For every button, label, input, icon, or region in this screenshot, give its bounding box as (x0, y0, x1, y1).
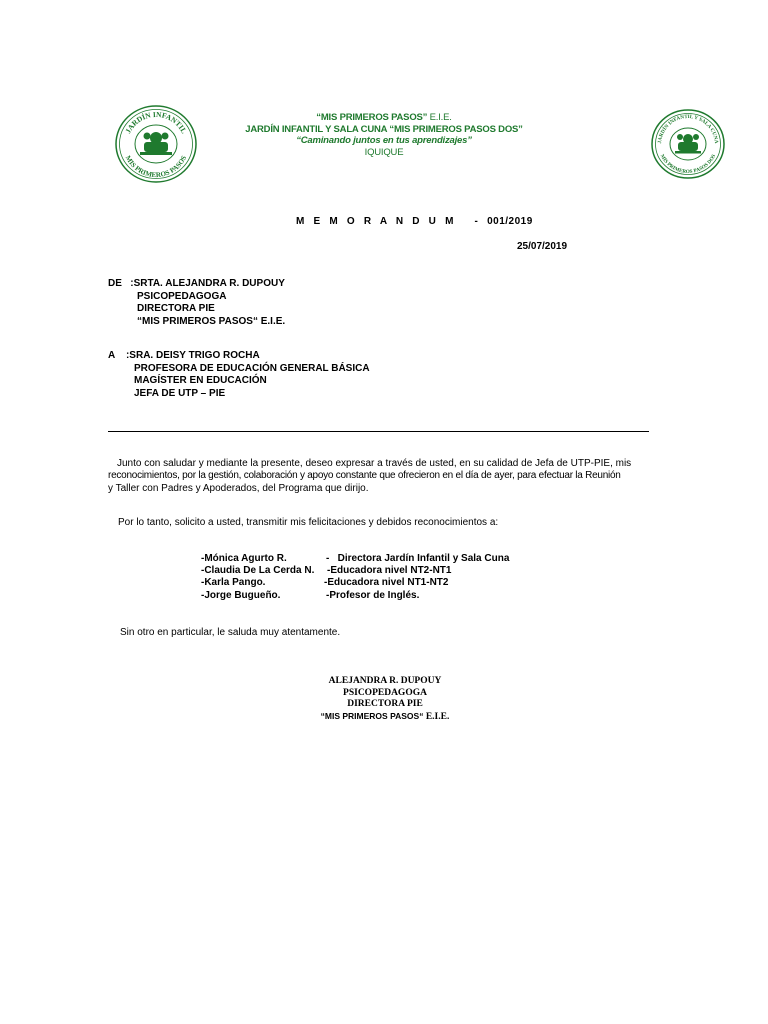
school-name: “MIS PRIMEROS PASOS” (316, 112, 428, 123)
recipient-role: - Directora Jardín Infantil y Sala Cuna (326, 553, 510, 564)
to-line: PROFESORA DE EDUCACIÓN GENERAL BÁSICA (134, 362, 370, 374)
to-line: JEFA DE UTP – PIE (134, 387, 226, 399)
from-label: DE : (108, 278, 134, 289)
from-block (108, 278, 285, 328)
recipient-name: -Mónica Agurto R. (201, 553, 287, 564)
from-line: “MIS PRIMEROS PASOS“ E.I.E. (137, 315, 286, 327)
letterhead (200, 112, 568, 158)
signature-title: PSICOPEDAGOGA (343, 687, 427, 698)
recipient-role: -Educadora nivel NT2-NT1 (327, 565, 452, 577)
right-seal-text-top: JARDÍN INFANTIL Y SALA CUNA (657, 113, 720, 144)
body-paragraph-1 (108, 458, 660, 495)
signature-school-suffix: E.I.E. (423, 711, 450, 722)
letterhead-line-1 (200, 112, 568, 124)
from-line: DIRECTORA PIE (137, 303, 215, 314)
to-name: SRA. DEISY TRIGO ROCHA (129, 350, 260, 361)
right-seal-text-bottom: MIS PRIMEROS PASOS DOS (658, 153, 718, 176)
letterhead-motto: “Caminando juntos en tus aprendizajes” (296, 135, 472, 146)
letterhead-city: IQUIQUE (364, 146, 404, 158)
signature-name: ALEJANDRA R. DUPOUY (328, 676, 442, 686)
left-seal-logo (114, 104, 198, 184)
signature-block (280, 676, 490, 723)
right-seal-logo (650, 108, 726, 180)
from-name: SRTA. ALEJANDRA R. DUPOUY (133, 278, 285, 289)
left-seal-text-bottom: MIS PRIMEROS PASOS (123, 154, 189, 180)
to-line: MAGÍSTER EN EDUCACIÓN (134, 375, 267, 386)
memo-title (296, 216, 533, 227)
recipient-role: -Educadora nivel NT1-NT2 (324, 577, 449, 589)
memo-date: 25/07/2019 (517, 241, 568, 252)
signature-title: DIRECTORA PIE (347, 699, 423, 710)
body-line: Junto con saludar y mediante la presente, deseo expresar a través de usted, en su calidad de Jefa de UTP-PIE, mis (117, 458, 632, 469)
to-block (108, 350, 370, 400)
to-label: A : (108, 350, 130, 361)
letterhead-line-2: JARDÍN INFANTIL Y SALA CUNA “MIS PRIMEROS PASOS DOS” (245, 123, 523, 135)
divider-line (108, 431, 649, 432)
recipient-name: -Claudia De La Cerda N. (201, 565, 315, 577)
body-line: y Taller con Padres y Apoderados, del Programa que dirijo. (108, 482, 369, 494)
body-line: reconocimientos, por la gestión, colaboración y apoyo constante que ofrecieron en el día de ayer, para efectuar la Reunión (108, 470, 621, 482)
memo-title-text: M E M O R A N D U M - (296, 216, 482, 227)
memo-number: 001/2019 (487, 216, 533, 227)
recipient-name: -Karla Pango. (201, 577, 266, 589)
signature-school: “MIS PRIMEROS PASOS“ (320, 710, 424, 721)
school-suffix: E.I.E. (427, 112, 452, 123)
recipient-role: -Profesor de Inglés. (326, 589, 420, 601)
closing-line: Sin otro en particular, le saluda muy atentamente. (120, 627, 341, 638)
body-paragraph-2: Por lo tanto, solicito a usted, transmitir mis felicitaciones y debidos reconocimientos a: (118, 517, 499, 528)
from-line: PSICOPEDAGOGA (137, 290, 227, 302)
recipient-name: -Jorge Bugueño. (201, 589, 281, 601)
left-seal-text-top: JARDÍN INFANTIL (123, 109, 189, 136)
